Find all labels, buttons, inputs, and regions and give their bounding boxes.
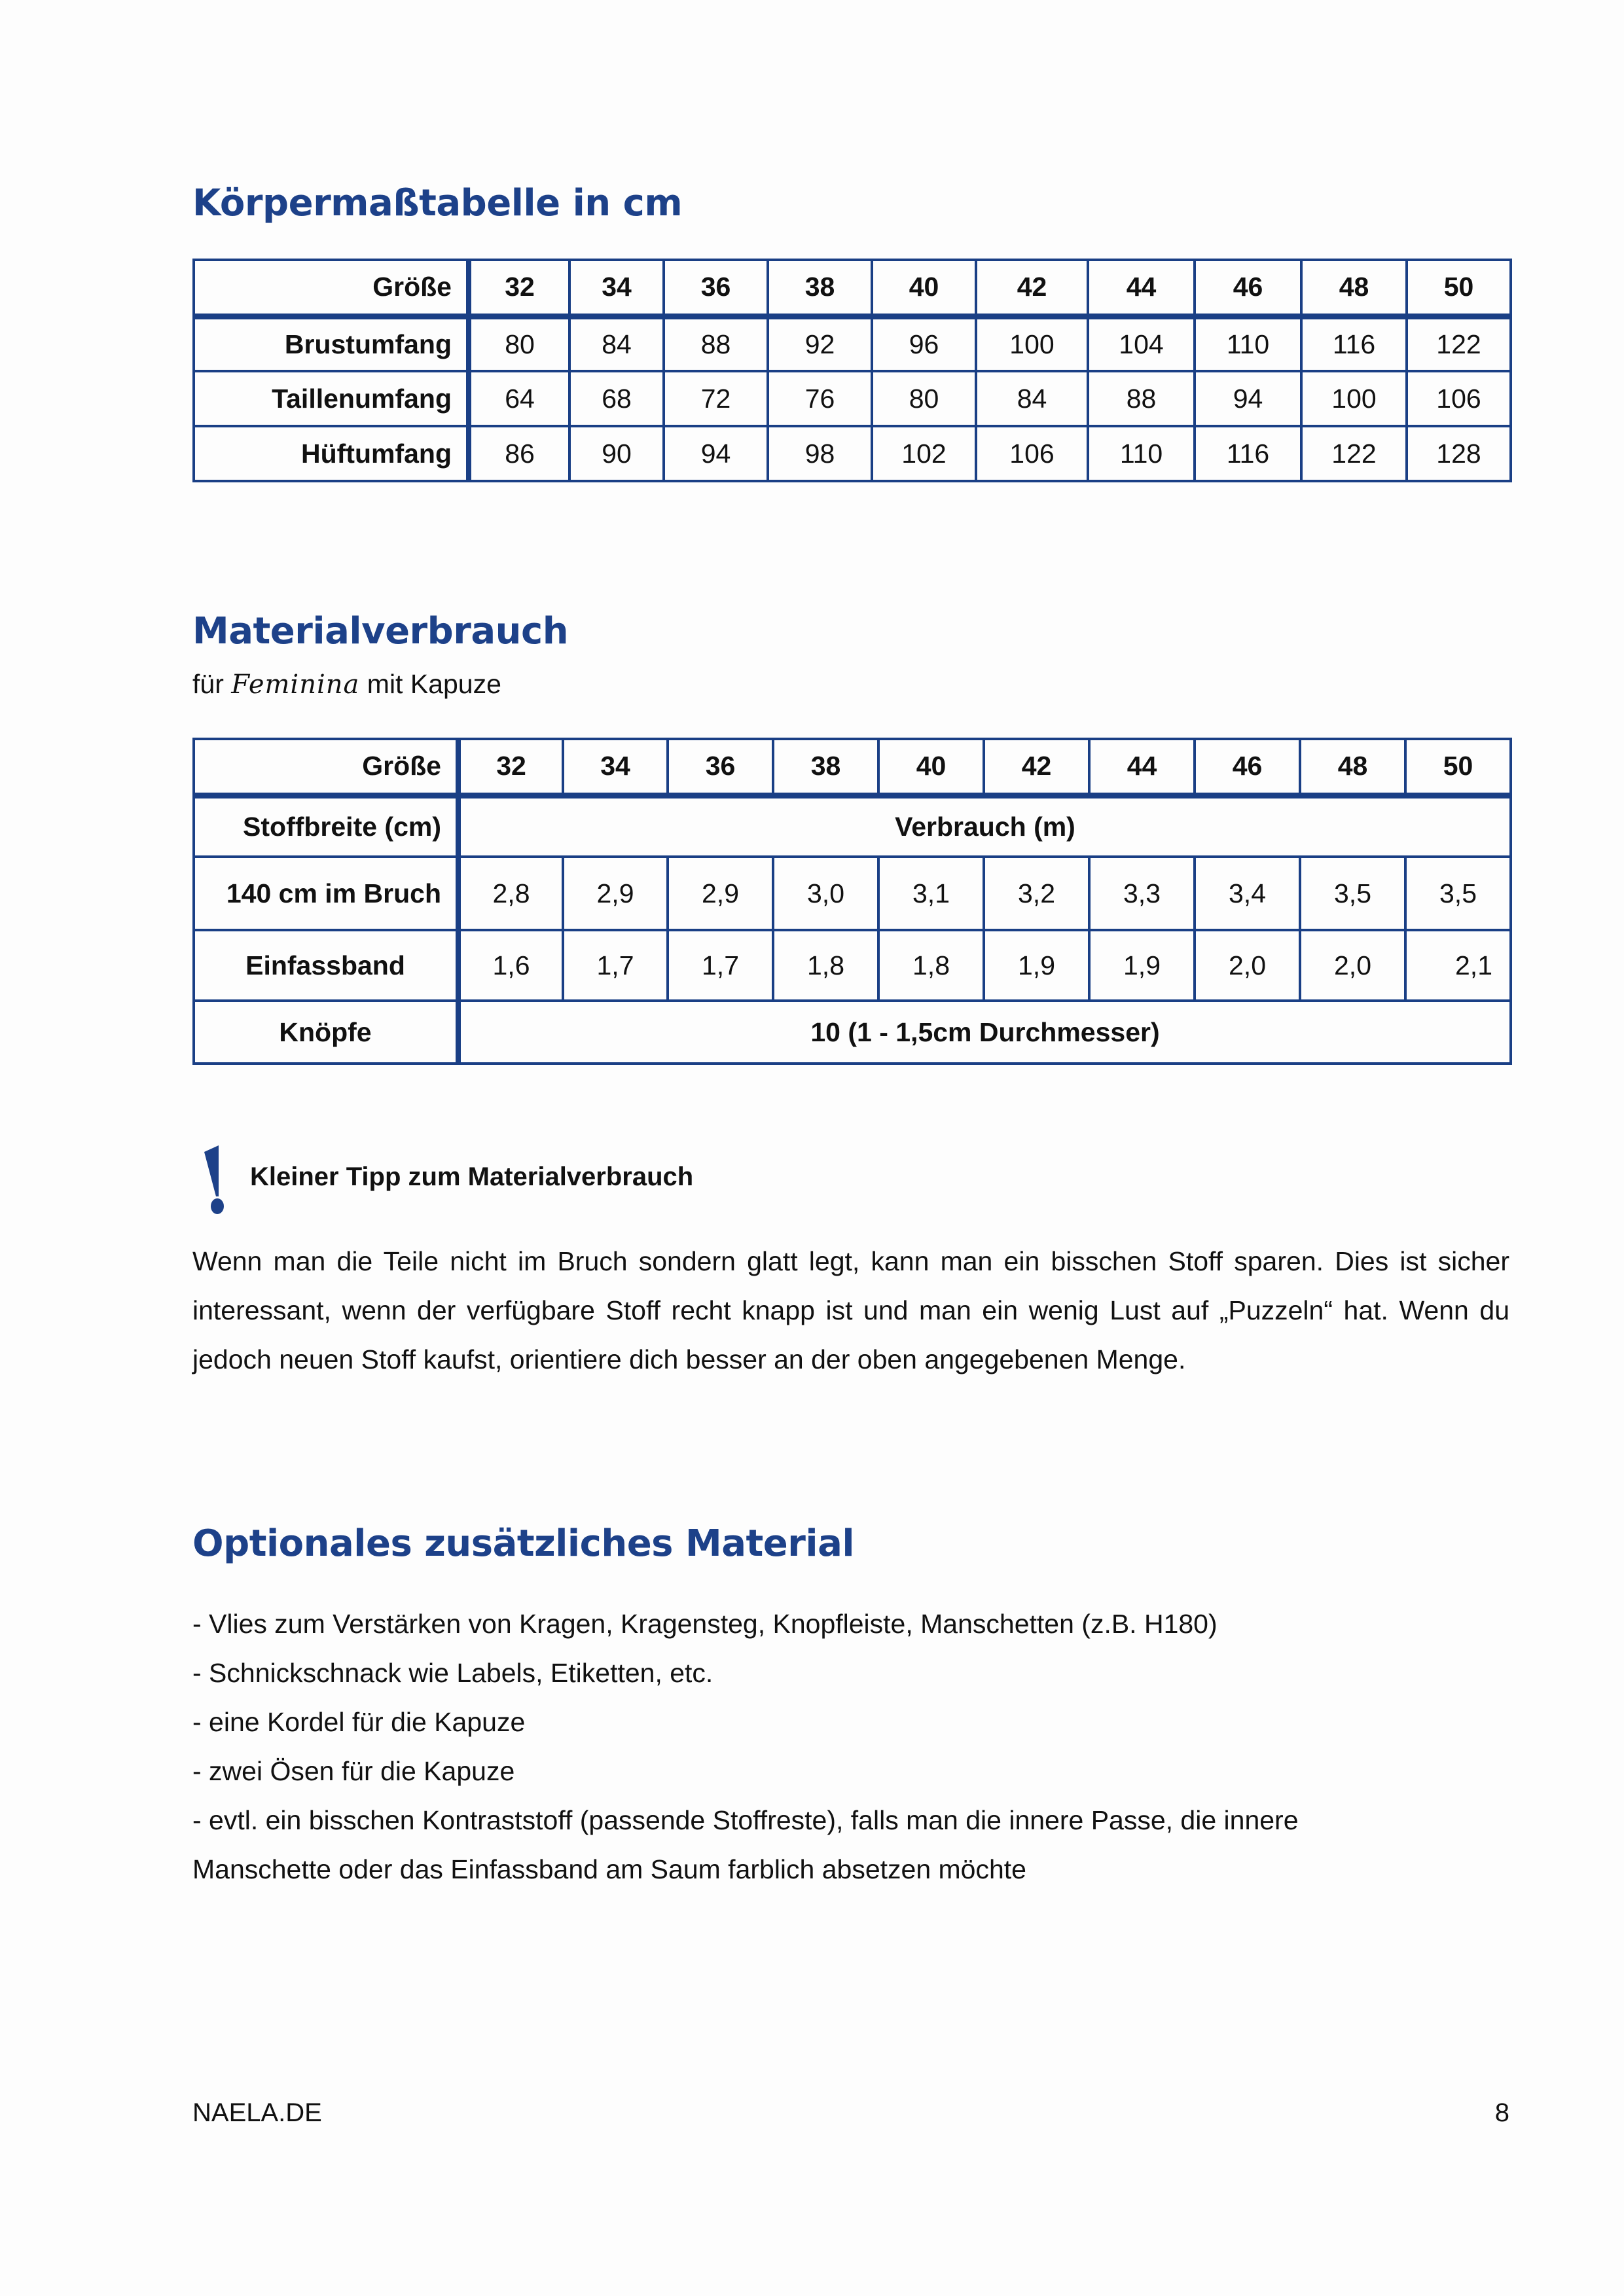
value-cell: 2,1 [1405,930,1511,1001]
table-header-row [194,260,1511,316]
value-cell: 1,7 [668,930,773,1001]
optional-material-title: Optionales zusätzliches Material [192,1522,855,1565]
size-cell: 38 [768,260,872,316]
value-cell: 100 [1301,371,1407,426]
exclamation-icon [202,1144,233,1215]
size-header-label: Größe [194,260,469,316]
value-cell: 2,0 [1300,930,1405,1001]
value-cell: 3,0 [773,857,878,930]
size-cell: 40 [878,739,984,795]
subtitle-prefix: für [192,669,224,699]
value-cell: 2,0 [1195,930,1300,1001]
body-measurements-table [192,259,1512,482]
value-cell: 116 [1195,426,1301,481]
usage-unit-label: Verbrauch (m) [458,795,1511,857]
value-cell: 88 [664,316,768,371]
value-cell: 94 [664,426,768,481]
size-cell: 50 [1407,260,1511,316]
value-cell: 3,4 [1195,857,1300,930]
value-cell: 102 [872,426,976,481]
row-label: Einfassband [194,930,458,1001]
size-cell: 32 [458,739,563,795]
buttons-label: Knöpfe [194,1001,458,1064]
value-cell: 2,9 [563,857,668,930]
footer-site: NAELA.DE [192,2098,322,2127]
table-row [194,795,1511,857]
value-cell: 76 [768,371,872,426]
size-cell: 48 [1300,739,1405,795]
tip-paragraph: Wenn man die Teile nicht im Bruch sondern glatt legt, kann man ein bisschen Stoff sparen. Dies ist sicher interessant, wenn der verfügbare Stoff recht knapp ist und man ein wenig Lust auf „Puzzeln“ hat. Wenn du jedoch neuen Stoff kaufst, orientiere dich besser an der oben angegebenen Menge. [192,1246,1509,1374]
value-cell: 106 [1407,371,1511,426]
list-item: Manschette oder das Einfassband am Saum farblich absetzen möchte [192,1854,1026,1884]
value-cell: 1,9 [1089,930,1195,1001]
size-cell: 38 [773,739,878,795]
value-cell: 110 [1088,426,1195,481]
value-cell: 106 [976,426,1088,481]
tip-title: Kleiner Tipp zum Materialverbrauch [250,1162,694,1191]
row-label: Taillenumfang [194,371,469,426]
value-cell: 3,5 [1300,857,1405,930]
value-cell: 3,3 [1089,857,1195,930]
value-cell: 92 [768,316,872,371]
size-cell: 34 [569,260,664,316]
value-cell: 116 [1301,316,1407,371]
value-cell: 84 [569,316,664,371]
optional-material-list [192,1600,1509,1894]
size-cell: 46 [1195,260,1301,316]
size-cell: 42 [976,260,1088,316]
value-cell: 94 [1195,371,1301,426]
table-row [194,857,1511,930]
value-cell: 84 [976,371,1088,426]
size-cell: 44 [1089,739,1195,795]
value-cell: 122 [1407,316,1511,371]
size-cell: 34 [563,739,668,795]
list-item: - eine Kordel für die Kapuze [192,1707,526,1737]
size-cell: 42 [984,739,1089,795]
size-cell: 32 [469,260,569,316]
table-row [194,371,1511,426]
table-row [194,930,1511,1001]
value-cell: 98 [768,426,872,481]
row-label: Hüftumfang [194,426,469,481]
value-cell: 110 [1195,316,1301,371]
value-cell: 128 [1407,426,1511,481]
material-usage-table [192,738,1512,1065]
value-cell: 64 [469,371,569,426]
page-number: 8 [1494,2098,1509,2127]
value-cell: 96 [872,316,976,371]
table-row [194,1001,1511,1064]
row-label: 140 cm im Bruch [194,857,458,930]
value-cell: 80 [872,371,976,426]
list-item: - evtl. ein bisschen Kontraststoff (passende Stoffreste), falls man die innere Passe, die innere [192,1805,1299,1835]
size-cell: 50 [1405,739,1511,795]
value-cell: 72 [664,371,768,426]
list-item: - zwei Ösen für die Kapuze [192,1756,515,1786]
list-item: - Schnickschnack wie Labels, Etiketten, etc. [192,1658,713,1688]
value-cell: 1,6 [458,930,563,1001]
size-header-label: Größe [194,739,458,795]
subtitle-suffix: mit Kapuze [367,669,501,699]
value-cell: 68 [569,371,664,426]
fabric-width-label: Stoffbreite (cm) [194,795,458,857]
value-cell: 1,8 [773,930,878,1001]
value-cell: 104 [1088,316,1195,371]
value-cell: 1,7 [563,930,668,1001]
value-cell: 90 [569,426,664,481]
table-row [194,316,1511,371]
list-item: - Vlies zum Verstärken von Kragen, Kragensteg, Knopfleiste, Manschetten (z.B. H180) [192,1609,1218,1639]
value-cell: 86 [469,426,569,481]
value-cell: 3,1 [878,857,984,930]
value-cell: 3,5 [1405,857,1511,930]
size-cell: 46 [1195,739,1300,795]
body-measurements-title: Körpermaßtabelle in cm [192,182,683,224]
size-cell: 40 [872,260,976,316]
value-cell: 3,2 [984,857,1089,930]
table-row [194,426,1511,481]
table-header-row [194,739,1511,795]
value-cell: 88 [1088,371,1195,426]
value-cell: 122 [1301,426,1407,481]
row-label: Brustumfang [194,316,469,371]
size-cell: 36 [668,739,773,795]
value-cell: 80 [469,316,569,371]
value-cell: 1,9 [984,930,1089,1001]
value-cell: 2,8 [458,857,563,930]
value-cell: 100 [976,316,1088,371]
material-usage-title: Materialverbrauch [192,610,569,653]
size-cell: 36 [664,260,768,316]
value-cell: 1,8 [878,930,984,1001]
material-usage-subtitle [192,669,501,700]
brand-name: Feminina [231,670,360,700]
buttons-value: 10 (1 - 1,5cm Durchmesser) [458,1001,1511,1064]
value-cell: 2,9 [668,857,773,930]
size-cell: 44 [1088,260,1195,316]
size-cell: 48 [1301,260,1407,316]
